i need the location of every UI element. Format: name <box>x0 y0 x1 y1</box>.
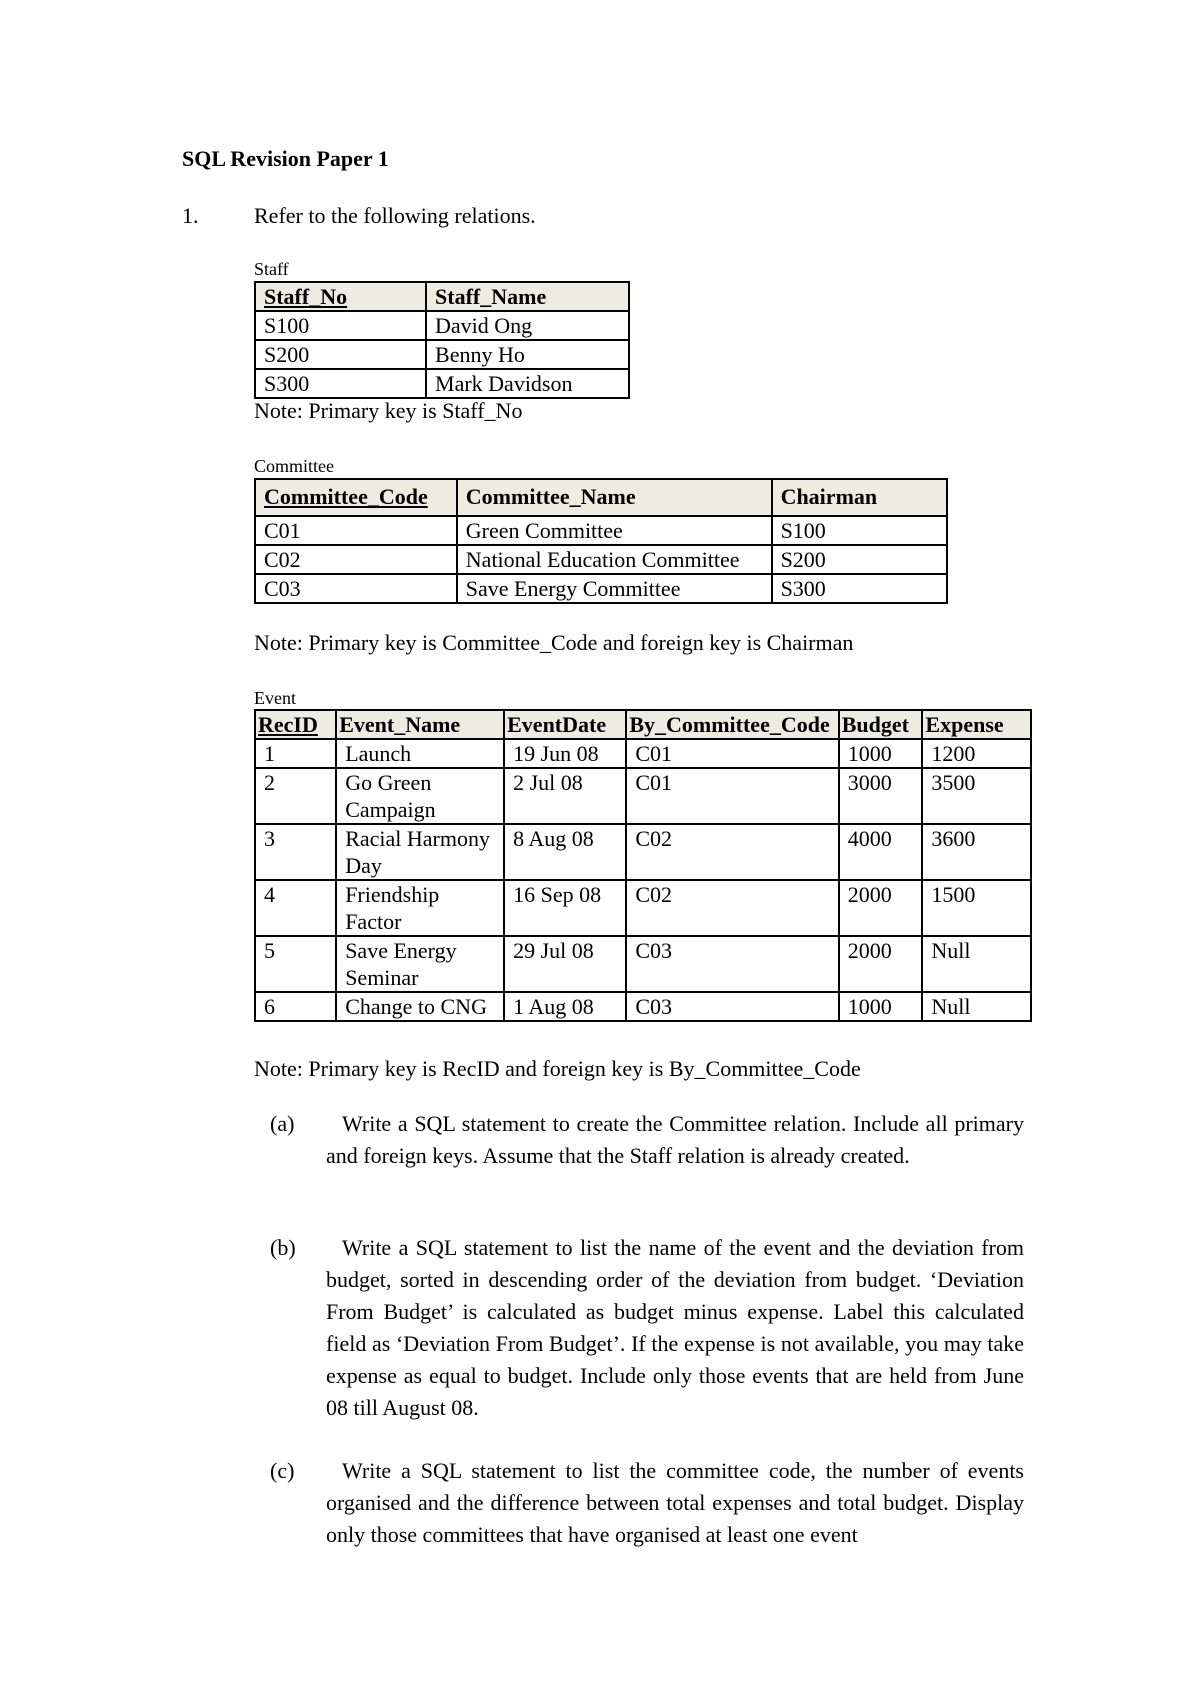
table-cell: Launch <box>336 739 504 768</box>
table-cell: 3600 <box>922 824 1031 880</box>
part-label: (c) <box>270 1458 295 1483</box>
table-cell: 3500 <box>922 768 1031 824</box>
column-header: RecID <box>255 710 336 739</box>
table-cell: 3000 <box>839 768 923 824</box>
column-header: Budget <box>839 710 923 739</box>
table-cell: 1000 <box>839 992 923 1021</box>
table-cell: David Ong <box>426 311 629 340</box>
table-cell: S100 <box>772 516 947 545</box>
table-header-row <box>255 479 947 516</box>
table-row <box>255 739 1031 768</box>
table-cell: C01 <box>255 516 457 545</box>
column-header: Committee_Name <box>457 479 772 516</box>
table-cell: 1500 <box>922 880 1031 936</box>
column-header: EventDate <box>504 710 626 739</box>
table-cell: 5 <box>255 936 336 992</box>
table-cell: 2 Jul 08 <box>504 768 626 824</box>
table-cell: 4 <box>255 880 336 936</box>
table-cell: C03 <box>255 574 457 603</box>
part-a <box>254 1108 1024 1172</box>
table-cell: Green Committee <box>457 516 772 545</box>
staff-table <box>254 281 630 399</box>
table-header-row <box>255 710 1031 739</box>
column-header: Committee_Code <box>255 479 457 516</box>
table-cell: C01 <box>626 739 838 768</box>
part-text: Write a SQL statement to list the committee code, the number of events organised and the difference between total expenses and total budget. Display only those committees that have organised at least one event <box>326 1458 1024 1547</box>
part-text: Write a SQL statement to list the name of the event and the deviation from budget, sorted in descending order of the deviation from budget. ‘Deviation From Budget’ is calculated as budget minus expense. Label this calculated field as ‘Deviation From Budget’. If the expense is not available, you may take expense as equal to budget. Include only those events that are held from June 08 till August 08. <box>326 1235 1024 1420</box>
table-cell: C03 <box>626 936 838 992</box>
table-cell: C03 <box>626 992 838 1021</box>
table-cell: 1 <box>255 739 336 768</box>
table-cell: 2000 <box>839 880 923 936</box>
column-header: Event_Name <box>336 710 504 739</box>
table-cell: 8 Aug 08 <box>504 824 626 880</box>
table-row <box>255 311 629 340</box>
table-cell: 1 Aug 08 <box>504 992 626 1021</box>
part-text: Write a SQL statement to create the Committee relation. Include all primary and foreign keys. Assume that the Staff relation is already created. <box>326 1111 1024 1168</box>
part-label: (a) <box>270 1111 295 1136</box>
table-row <box>255 992 1031 1021</box>
question-number: 1. <box>182 203 199 228</box>
table-row <box>255 574 947 603</box>
table-cell: National Education Committee <box>457 545 772 574</box>
table-cell: C02 <box>255 545 457 574</box>
table-row <box>255 936 1031 992</box>
table-cell: S200 <box>255 340 426 369</box>
table-header-row <box>255 282 629 311</box>
table-cell: Racial Harmony Day <box>336 824 504 880</box>
table-cell: 1200 <box>922 739 1031 768</box>
table-row <box>255 369 629 398</box>
table-cell: Save Energy Seminar <box>336 936 504 992</box>
table-cell: C01 <box>626 768 838 824</box>
question-text: Refer to the following relations. <box>254 203 536 228</box>
table-row <box>255 340 629 369</box>
table-row <box>255 545 947 574</box>
table-cell: 4000 <box>839 824 923 880</box>
column-header: Expense <box>922 710 1031 739</box>
column-header: Chairman <box>772 479 947 516</box>
table-cell: 29 Jul 08 <box>504 936 626 992</box>
table-cell: C02 <box>626 880 838 936</box>
committee-note: Note: Primary key is Committee_Code and foreign key is Chairman <box>254 630 854 655</box>
column-header: By_Committee_Code <box>626 710 838 739</box>
table-cell: Benny Ho <box>426 340 629 369</box>
staff-caption: Staff <box>254 259 289 279</box>
table-cell: 2 <box>255 768 336 824</box>
part-b <box>254 1232 1024 1424</box>
table-cell: S300 <box>772 574 947 603</box>
table-cell: Change to CNG <box>336 992 504 1021</box>
part-label: (b) <box>270 1235 296 1260</box>
table-cell: Null <box>922 936 1031 992</box>
table-cell: S100 <box>255 311 426 340</box>
table-cell: 3 <box>255 824 336 880</box>
table-cell: S200 <box>772 545 947 574</box>
event-table <box>254 709 1032 1022</box>
table-cell: C02 <box>626 824 838 880</box>
column-header: Staff_No <box>255 282 426 311</box>
table-row <box>255 880 1031 936</box>
table-cell: 1000 <box>839 739 923 768</box>
committee-table <box>254 478 948 604</box>
table-cell: Friendship Factor <box>336 880 504 936</box>
table-row <box>255 768 1031 824</box>
table-cell: Mark Davidson <box>426 369 629 398</box>
event-caption: Event <box>254 688 296 708</box>
table-cell: 16 Sep 08 <box>504 880 626 936</box>
table-cell: 6 <box>255 992 336 1021</box>
staff-note: Note: Primary key is Staff_No <box>254 398 523 423</box>
table-row <box>255 516 947 545</box>
column-header: Staff_Name <box>426 282 629 311</box>
page-title: SQL Revision Paper 1 <box>182 146 389 171</box>
table-cell: Save Energy Committee <box>457 574 772 603</box>
table-cell: Go Green Campaign <box>336 768 504 824</box>
event-note: Note: Primary key is RecID and foreign key is By_Committee_Code <box>254 1056 861 1081</box>
part-c <box>254 1455 1024 1551</box>
table-row <box>255 824 1031 880</box>
table-cell: 2000 <box>839 936 923 992</box>
table-cell: 19 Jun 08 <box>504 739 626 768</box>
committee-caption: Committee <box>254 456 334 476</box>
table-cell: Null <box>922 992 1031 1021</box>
table-cell: S300 <box>255 369 426 398</box>
